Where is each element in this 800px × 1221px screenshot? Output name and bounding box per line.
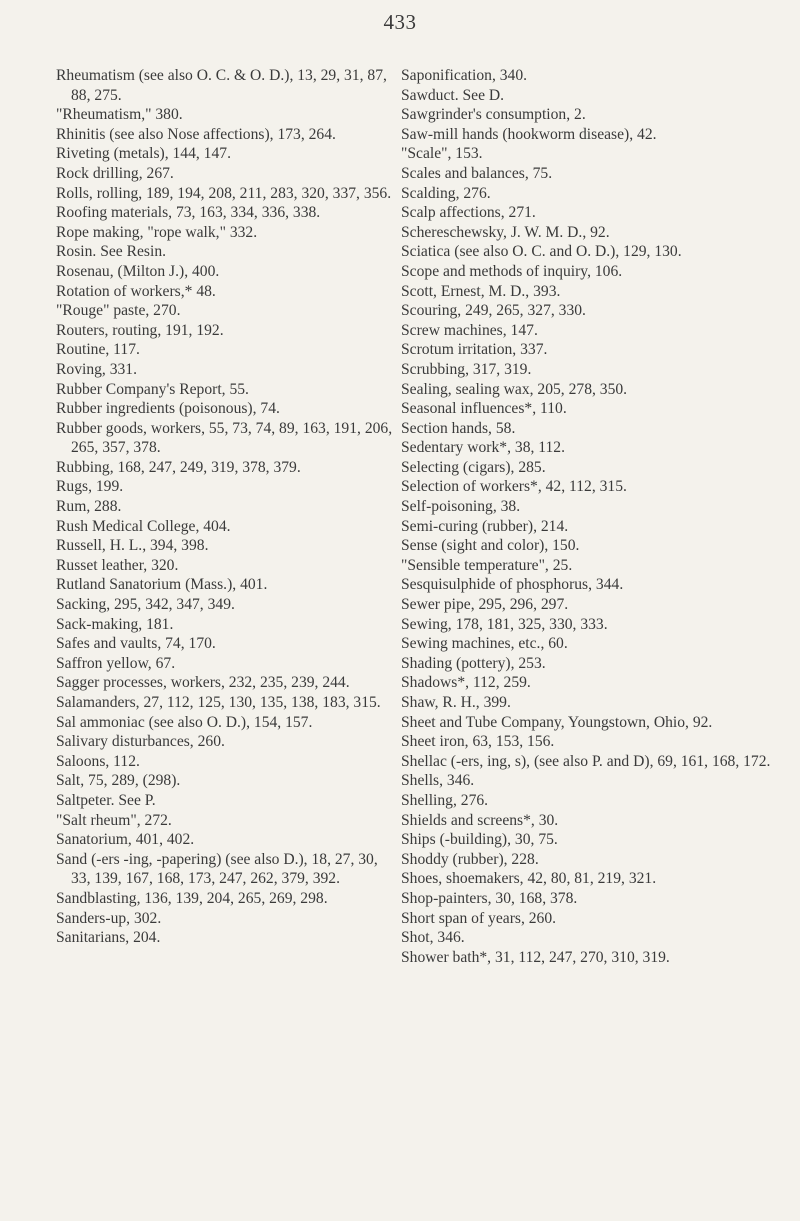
index-entry: Routine, 117. bbox=[56, 341, 140, 359]
index-entry: Semi-curing (rubber), 214. bbox=[401, 517, 569, 535]
index-entry: Sawduct. See D. bbox=[401, 86, 505, 104]
index-entry: Saloons, 112. bbox=[56, 752, 140, 770]
index-entry: Roving, 331. bbox=[56, 360, 138, 378]
index-entry: Salamanders, 27, 112, 125, 130, 135, 138, 183, 315. bbox=[56, 694, 381, 711]
index-entry: "Sensible temperature", 25. bbox=[401, 556, 573, 574]
index-entry: Sheet and Tube Company, Youngstown, Ohio, 92. bbox=[401, 713, 713, 731]
index-entry: Sacking, 295, 342, 347, 349. bbox=[56, 596, 235, 614]
index-entry: Shelling, 276. bbox=[401, 791, 489, 809]
index-entry: Rum, 288. bbox=[56, 498, 122, 516]
index-entry: Salt, 75, 289, (298). bbox=[56, 772, 181, 790]
index-entry: Rosin. See Resin. bbox=[56, 243, 167, 261]
index-entry: Saw-mill hands (hookworm disease), 42. bbox=[401, 125, 657, 143]
index-entry: Rutland Sanatorium (Mass.), 401. bbox=[56, 576, 268, 594]
index-entry: Sense (sight and color), 150. bbox=[401, 537, 580, 555]
index-entry: Shells, 346. bbox=[401, 772, 475, 790]
index-entry: Safes and vaults, 74, 170. bbox=[56, 635, 216, 653]
index-entry: Screw machines, 147. bbox=[401, 321, 538, 339]
index-entry: Scalding, 276. bbox=[401, 184, 491, 202]
index-entry: "Scale", 153. bbox=[401, 145, 483, 163]
index-entry: Sagger processes, workers, 232, 235, 239, 244. bbox=[56, 674, 350, 692]
index-entry: Sandblasting, 136, 139, 204, 265, 269, 298. bbox=[56, 889, 328, 907]
index-entry: Rotation of workers,* 48. bbox=[56, 282, 216, 300]
index-entry: Rope making, "rope walk," 332. bbox=[56, 223, 258, 241]
index-entry: Rolls, rolling, 189, 194, 208, 211, 283, 320, 337, 356. bbox=[56, 184, 392, 202]
index-entry: Sand (-ers -ing, -papering) (see also D.), 18, 27, 30, 33, 139, 167, 168, 173, 247, 262, 379, 392. bbox=[56, 850, 378, 888]
index-entry: Salivary disturbances, 260. bbox=[56, 733, 225, 751]
index-entry: Rush Medical College, 404. bbox=[56, 517, 231, 535]
index-entry: Shoddy (rubber), 228. bbox=[401, 850, 539, 868]
index-entry: Self-poisoning, 38. bbox=[401, 498, 521, 516]
index-entry: Sack-making, 181. bbox=[56, 615, 174, 633]
index-entry: Routers, routing, 191, 192. bbox=[56, 321, 224, 339]
index-entry: Selecting (cigars), 285. bbox=[401, 458, 546, 476]
index-entry: Short span of years, 260. bbox=[401, 909, 557, 927]
index-entry: Sal ammoniac (see also O. D.), 154, 157. bbox=[56, 713, 313, 731]
index-entry: Rubbing, 168, 247, 249, 319, 378, 379. bbox=[56, 458, 301, 476]
index-entry: Sesquisulphide of phosphorus, 344. bbox=[401, 576, 624, 594]
index-entry: Scalp affections, 271. bbox=[401, 204, 536, 222]
index-entry: Rosenau, (Milton J.), 400. bbox=[56, 262, 220, 280]
index-entry: Rubber Company's Report, 55. bbox=[56, 380, 249, 398]
index-entry: Shaw, R. H., 399. bbox=[401, 694, 511, 711]
index-entry: Rugs, 199. bbox=[56, 478, 124, 496]
index-entry: Russell, H. L., 394, 398. bbox=[56, 537, 209, 555]
index-entry: Shoes, shoemakers, 42, 80, 81, 219, 321. bbox=[401, 870, 657, 888]
index-entry: Section hands, 58. bbox=[401, 419, 516, 437]
index-column-right bbox=[401, 66, 793, 967]
index-entry: Sedentary work*, 38, 112. bbox=[401, 439, 565, 457]
index-entry: Scrubbing, 317, 319. bbox=[401, 360, 532, 378]
index-column-left bbox=[56, 66, 396, 948]
index-entry: Saponification, 340. bbox=[401, 67, 528, 84]
index-entry: Sanatorium, 401, 402. bbox=[56, 831, 195, 849]
index-entry: Sanders-up, 302. bbox=[56, 909, 162, 927]
index-entry: Shot, 346. bbox=[401, 929, 465, 947]
index-entry: Saffron yellow, 67. bbox=[56, 654, 176, 672]
index-entry: Scott, Ernest, M. D., 393. bbox=[401, 282, 561, 300]
index-entry: Saltpeter. See P. bbox=[56, 791, 156, 809]
index-entry: Rhinitis (see also Nose affections), 173, 264. bbox=[56, 125, 336, 143]
index-entry: Rubber ingredients (poisonous), 74. bbox=[56, 400, 280, 418]
index-entry: Shading (pottery), 253. bbox=[401, 654, 546, 672]
index-entry: Schereschewsky, J. W. M. D., 92. bbox=[401, 223, 610, 241]
index-entry: "Rouge" paste, 270. bbox=[56, 302, 181, 320]
index-entry: Rheumatism (see also O. C. & O. D.), 13, 29, 31, 87, 88, 275. bbox=[56, 67, 387, 104]
index-entry: Sawgrinder's consumption, 2. bbox=[401, 106, 586, 124]
index-entry: Shadows*, 112, 259. bbox=[401, 674, 531, 692]
index-entry: Shop-painters, 30, 168, 378. bbox=[401, 889, 578, 907]
index-entry: Sanitarians, 204. bbox=[56, 929, 161, 947]
index-entry: Selection of workers*, 42, 112, 315. bbox=[401, 478, 627, 496]
index-entry: Scales and balances, 75. bbox=[401, 164, 553, 182]
index-entry: Scrotum irritation, 337. bbox=[401, 341, 548, 359]
index-entry: Shields and screens*, 30. bbox=[401, 811, 559, 829]
index-entry: Sciatica (see also O. C. and O. D.), 129, 130. bbox=[401, 243, 682, 261]
index-entry: Sewing machines, etc., 60. bbox=[401, 635, 568, 653]
index-entry: Scouring, 249, 265, 327, 330. bbox=[401, 302, 586, 320]
index-entry: "Rheumatism," 380. bbox=[56, 106, 183, 124]
index-entry: Rubber goods, workers, 55, 73, 74, 89, 163, 191, 206, 265, 357, 378. bbox=[56, 419, 393, 457]
index-entry: "Salt rheum", 272. bbox=[56, 811, 172, 829]
index-entry: Riveting (metals), 144, 147. bbox=[56, 145, 231, 163]
index-entry: Sewing, 178, 181, 325, 330, 333. bbox=[401, 615, 608, 633]
index-entry: Ships (-building), 30, 75. bbox=[401, 831, 558, 849]
index-entry: Shower bath*, 31, 112, 247, 270, 310, 319. bbox=[401, 948, 670, 966]
index-entry: Russet leather, 320. bbox=[56, 556, 179, 574]
index-entry: Sealing, sealing wax, 205, 278, 350. bbox=[401, 380, 628, 398]
index-entry: Shellac (-ers, ing, s), (see also P. and D), 69, 161, 168, 172. bbox=[401, 752, 771, 770]
index-entry: Roofing materials, 73, 163, 334, 336, 338. bbox=[56, 204, 321, 222]
index-entry: Sheet iron, 63, 153, 156. bbox=[401, 733, 555, 751]
index-entry: Seasonal influences*, 110. bbox=[401, 400, 567, 418]
index-entry: Sewer pipe, 295, 296, 297. bbox=[401, 596, 569, 614]
index-entry: Scope and methods of inquiry, 106. bbox=[401, 262, 623, 280]
index-entry: Rock drilling, 267. bbox=[56, 164, 174, 182]
page-number: 433 bbox=[383, 10, 417, 34]
